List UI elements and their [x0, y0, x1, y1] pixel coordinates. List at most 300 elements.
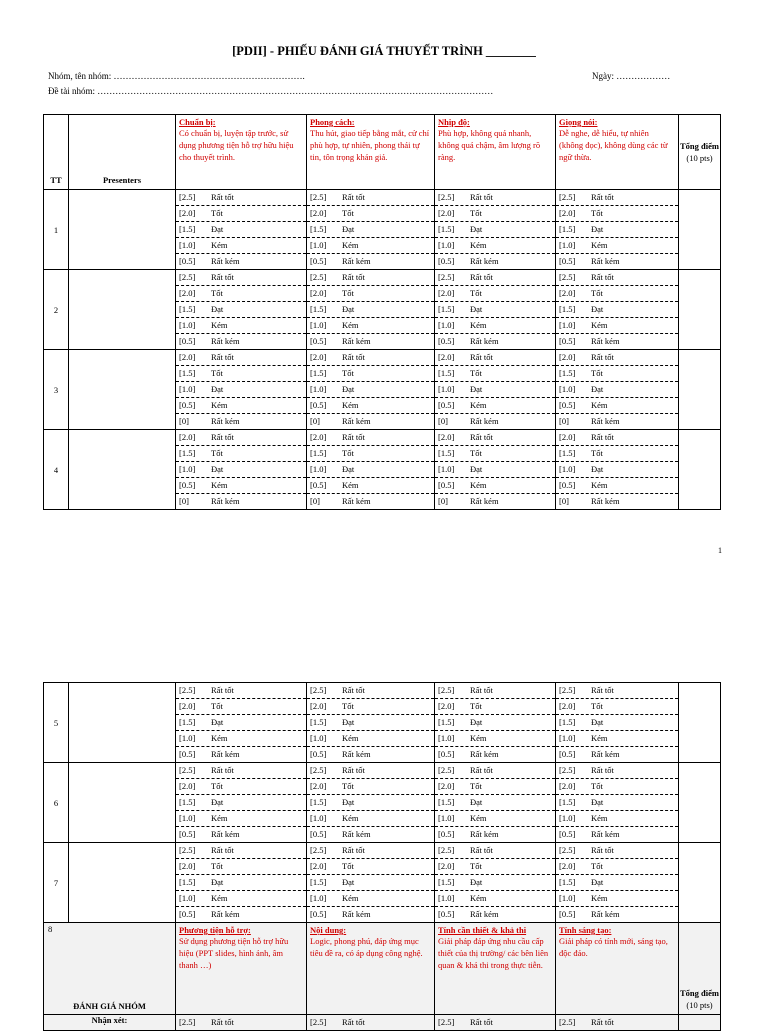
- score-option[interactable]: [435, 254, 555, 269]
- score-option[interactable]: [556, 907, 678, 922]
- score-value: [0.5]: [438, 336, 455, 346]
- score-option[interactable]: [307, 763, 434, 779]
- score-value: [0.5]: [310, 749, 327, 759]
- score-option[interactable]: [435, 891, 555, 907]
- score-option[interactable]: [307, 414, 434, 429]
- score-option[interactable]: [307, 222, 434, 238]
- score-value: [1.0]: [179, 813, 196, 823]
- score-option[interactable]: [176, 731, 306, 747]
- topic-line[interactable]: Đề tài nhóm: ……………………………………………………………………………………………………………………: [48, 86, 494, 96]
- score-label: Rất kém: [591, 496, 620, 506]
- score-option[interactable]: [435, 190, 555, 206]
- score-value: [2.5]: [179, 685, 196, 695]
- score-label: Đạt: [591, 224, 604, 234]
- score-value: [1.0]: [179, 464, 196, 474]
- score-option[interactable]: [556, 779, 678, 795]
- score-option[interactable]: [307, 891, 434, 907]
- score-label: Đạt: [211, 224, 224, 234]
- score-option[interactable]: [176, 334, 306, 349]
- presenter-name-cell[interactable]: [69, 843, 176, 923]
- score-option[interactable]: [556, 270, 678, 286]
- score-option[interactable]: [176, 350, 306, 366]
- form-title: [PDII] - PHIẾU ĐÁNH GIÁ THUYẾT TRÌNH ________: [232, 44, 536, 58]
- score-value: [2.0]: [438, 432, 455, 442]
- score-value: [2.0]: [438, 861, 455, 871]
- score-option[interactable]: [307, 462, 434, 478]
- score-option[interactable]: [435, 222, 555, 238]
- presenter-number: 2: [44, 270, 69, 350]
- score-label: Rất tốt: [470, 765, 493, 775]
- score-options-cell: [307, 763, 435, 843]
- score-option[interactable]: [176, 747, 306, 762]
- score-option[interactable]: [176, 827, 306, 842]
- score-label: Rất kém: [470, 749, 499, 759]
- score-option[interactable]: [307, 286, 434, 302]
- group-total-cell[interactable]: [679, 1015, 721, 1031]
- score-option[interactable]: [556, 286, 678, 302]
- score-value: [1.0]: [559, 733, 576, 743]
- score-option[interactable]: [307, 302, 434, 318]
- group-total-header: [679, 923, 721, 1015]
- score-option[interactable]: [435, 366, 555, 382]
- score-value: [2.0]: [438, 352, 455, 362]
- score-option[interactable]: [556, 382, 678, 398]
- score-label: Tốt: [470, 368, 482, 378]
- score-option[interactable]: [307, 843, 434, 859]
- total-score-cell[interactable]: [679, 430, 721, 510]
- score-label: Rất tốt: [470, 685, 493, 695]
- score-label: Đạt: [342, 464, 355, 474]
- presenter-number: 1: [44, 190, 69, 270]
- score-option[interactable]: [176, 891, 306, 907]
- score-option[interactable]: [176, 478, 306, 494]
- score-option[interactable]: [176, 302, 306, 318]
- total-score-cell[interactable]: [679, 683, 721, 763]
- score-option[interactable]: [307, 254, 434, 269]
- score-option[interactable]: [435, 763, 555, 779]
- score-label: Kém: [591, 480, 608, 490]
- score-option[interactable]: [435, 1015, 555, 1030]
- group-comment-row: [44, 1015, 721, 1031]
- score-value: [1.5]: [179, 877, 196, 887]
- score-option[interactable]: [176, 795, 306, 811]
- criterion-desc: Giải pháp có tính mới, sáng tạo, độc đáo.: [559, 936, 668, 958]
- score-option[interactable]: [556, 478, 678, 494]
- group-option-cell[interactable]: [176, 1015, 307, 1031]
- score-value: [0.5]: [179, 480, 196, 490]
- score-value: [2.5]: [438, 192, 455, 202]
- score-option[interactable]: [307, 494, 434, 509]
- score-option[interactable]: [176, 206, 306, 222]
- score-option[interactable]: [435, 238, 555, 254]
- score-value: [1.5]: [438, 368, 455, 378]
- score-label: Rất tốt: [470, 192, 493, 202]
- score-option[interactable]: [307, 478, 434, 494]
- score-label: Đạt: [342, 304, 355, 314]
- score-option[interactable]: [307, 446, 434, 462]
- score-label: Rất kém: [211, 256, 240, 266]
- score-options-cell: [435, 763, 556, 843]
- score-option[interactable]: [176, 446, 306, 462]
- score-value: [1.0]: [438, 464, 455, 474]
- score-option[interactable]: [176, 238, 306, 254]
- score-option[interactable]: [176, 254, 306, 269]
- score-option[interactable]: [176, 907, 306, 922]
- score-option[interactable]: [307, 190, 434, 206]
- score-option[interactable]: [556, 699, 678, 715]
- score-label: Đạt: [591, 384, 604, 394]
- score-label: Rất tốt: [342, 845, 365, 855]
- score-value: [0.5]: [310, 909, 327, 919]
- score-option[interactable]: [435, 382, 555, 398]
- criterion-title: Phong cách:: [310, 117, 355, 127]
- score-option[interactable]: [176, 382, 306, 398]
- presenter-name-cell[interactable]: [69, 270, 176, 350]
- score-label: Tốt: [591, 781, 603, 791]
- total-label: Tổng điểm: [680, 141, 719, 151]
- score-option[interactable]: [307, 350, 434, 366]
- group-criterion-support: [176, 923, 307, 1015]
- score-option[interactable]: [556, 843, 678, 859]
- score-option[interactable]: [435, 795, 555, 811]
- score-label: Rất tốt: [591, 685, 614, 695]
- group-option-cell[interactable]: [556, 1015, 679, 1031]
- score-value: [0]: [559, 416, 569, 426]
- score-label: Đạt: [470, 717, 483, 727]
- score-option[interactable]: [435, 206, 555, 222]
- presenters-header: Presenters: [69, 115, 176, 190]
- score-option[interactable]: [307, 875, 434, 891]
- score-option[interactable]: [556, 875, 678, 891]
- score-option[interactable]: [307, 795, 434, 811]
- score-option[interactable]: [176, 398, 306, 414]
- score-option[interactable]: [556, 747, 678, 762]
- score-label: Rất kém: [211, 909, 240, 919]
- score-option[interactable]: [556, 763, 678, 779]
- score-label: Tốt: [342, 701, 354, 711]
- score-value: [1.0]: [559, 240, 576, 250]
- score-option[interactable]: [435, 462, 555, 478]
- score-options-cell: [176, 350, 307, 430]
- score-option[interactable]: [307, 366, 434, 382]
- score-option[interactable]: [176, 779, 306, 795]
- score-option[interactable]: [556, 302, 678, 318]
- score-option[interactable]: [307, 827, 434, 842]
- score-value: [2.0]: [179, 208, 196, 218]
- score-options-cell: [556, 683, 679, 763]
- group-option-cell[interactable]: [307, 1015, 435, 1031]
- group-option-cell[interactable]: [435, 1015, 556, 1031]
- score-value: [2.5]: [179, 192, 196, 202]
- score-label: Kém: [591, 400, 608, 410]
- score-option[interactable]: [435, 286, 555, 302]
- score-option[interactable]: [556, 811, 678, 827]
- presenter-row: [44, 270, 721, 350]
- presenter-number: 5: [44, 683, 69, 763]
- score-option[interactable]: [176, 270, 306, 286]
- criterion-desc: Có chuẩn bị, luyện tập trước, sử dụng phương tiện hỗ trợ hữu hiệu cho thuyết trình.: [179, 128, 294, 162]
- score-option[interactable]: [435, 699, 555, 715]
- score-option[interactable]: [556, 1015, 678, 1030]
- presenter-name-cell[interactable]: [69, 190, 176, 270]
- score-option[interactable]: [556, 334, 678, 349]
- score-options-cell: [307, 683, 435, 763]
- score-option[interactable]: [435, 302, 555, 318]
- score-option[interactable]: [435, 843, 555, 859]
- total-score-cell[interactable]: [679, 843, 721, 923]
- score-option[interactable]: [307, 318, 434, 334]
- score-option[interactable]: [435, 318, 555, 334]
- criterion-title: Phương tiện hỗ trợ:: [179, 925, 251, 935]
- score-label: Kém: [342, 480, 359, 490]
- score-label: Rất kém: [211, 416, 240, 426]
- presenter-name-cell[interactable]: [69, 430, 176, 510]
- criterion-title: Giọng nói:: [559, 117, 598, 127]
- score-option[interactable]: [176, 222, 306, 238]
- score-option[interactable]: [176, 699, 306, 715]
- score-option[interactable]: [435, 779, 555, 795]
- score-label: Rất tốt: [470, 845, 493, 855]
- score-label: Rất kém: [342, 256, 371, 266]
- score-option[interactable]: [556, 891, 678, 907]
- score-label: Kém: [342, 400, 359, 410]
- score-option[interactable]: [435, 827, 555, 842]
- score-option[interactable]: [435, 398, 555, 414]
- score-option[interactable]: [556, 318, 678, 334]
- score-options-cell: [556, 430, 679, 510]
- score-label: Rất tốt: [342, 765, 365, 775]
- score-option[interactable]: [176, 318, 306, 334]
- score-value: [2.0]: [310, 432, 327, 442]
- score-option[interactable]: [176, 462, 306, 478]
- score-label: Tốt: [342, 208, 354, 218]
- score-option[interactable]: [307, 398, 434, 414]
- score-option[interactable]: [176, 811, 306, 827]
- score-value: [1.5]: [310, 877, 327, 887]
- score-label: Kém: [211, 813, 228, 823]
- score-option[interactable]: [556, 683, 678, 699]
- score-value: [1.5]: [438, 304, 455, 314]
- score-value: [1.0]: [438, 733, 455, 743]
- score-option[interactable]: [556, 414, 678, 429]
- score-value: [2.0]: [179, 352, 196, 362]
- score-label: Tốt: [211, 781, 223, 791]
- score-options-cell: [176, 843, 307, 923]
- score-option[interactable]: [307, 430, 434, 446]
- score-option[interactable]: [556, 190, 678, 206]
- score-value: [2.5]: [310, 192, 327, 202]
- score-option[interactable]: [435, 446, 555, 462]
- score-value: [0]: [310, 416, 320, 426]
- score-value: [0.5]: [559, 336, 576, 346]
- score-option[interactable]: [307, 779, 434, 795]
- score-value: [1.5]: [438, 717, 455, 727]
- score-value: [1.0]: [438, 240, 455, 250]
- score-value: [2.0]: [179, 701, 196, 711]
- score-option[interactable]: [556, 446, 678, 462]
- score-value: [1.5]: [559, 877, 576, 887]
- total-score-cell[interactable]: [679, 190, 721, 270]
- score-option[interactable]: [176, 286, 306, 302]
- score-label: Đạt: [470, 224, 483, 234]
- score-option[interactable]: [176, 1015, 306, 1030]
- score-option[interactable]: [556, 206, 678, 222]
- score-option[interactable]: [435, 715, 555, 731]
- score-value: [0.5]: [438, 480, 455, 490]
- score-option[interactable]: [556, 366, 678, 382]
- score-value: [2.5]: [438, 1017, 455, 1027]
- score-option[interactable]: [556, 222, 678, 238]
- score-value: [1.5]: [310, 717, 327, 727]
- score-option[interactable]: [435, 414, 555, 429]
- score-value: [0.5]: [179, 909, 196, 919]
- score-option[interactable]: [556, 731, 678, 747]
- group-name-line[interactable]: Nhóm, tên nhóm: ……………………………………………………….: [48, 71, 305, 81]
- score-label: Đạt: [342, 224, 355, 234]
- score-option[interactable]: [176, 843, 306, 859]
- score-option[interactable]: [435, 747, 555, 762]
- score-option[interactable]: [307, 699, 434, 715]
- score-value: [2.5]: [438, 845, 455, 855]
- score-value: [0.5]: [310, 256, 327, 266]
- page-number: 1: [718, 546, 722, 555]
- presenter-name-cell[interactable]: [69, 683, 176, 763]
- score-option[interactable]: [307, 334, 434, 349]
- score-option[interactable]: [435, 430, 555, 446]
- date-line[interactable]: Ngày: ………………: [592, 71, 671, 81]
- score-label: Đạt: [470, 384, 483, 394]
- score-options-cell: [556, 763, 679, 843]
- score-option[interactable]: [556, 715, 678, 731]
- score-value: [0.5]: [179, 829, 196, 839]
- score-label: Tốt: [342, 448, 354, 458]
- score-value: [2.0]: [310, 352, 327, 362]
- total-score-cell[interactable]: [679, 763, 721, 843]
- score-option[interactable]: [307, 731, 434, 747]
- score-option[interactable]: [176, 414, 306, 429]
- score-option[interactable]: [556, 462, 678, 478]
- presenter-number: 6: [44, 763, 69, 843]
- score-value: [0.5]: [438, 829, 455, 839]
- score-option[interactable]: [556, 795, 678, 811]
- score-option[interactable]: [307, 270, 434, 286]
- score-value: [0.5]: [559, 749, 576, 759]
- score-option[interactable]: [176, 190, 306, 206]
- score-label: Đạt: [211, 877, 224, 887]
- score-label: Đạt: [342, 797, 355, 807]
- score-option[interactable]: [435, 683, 555, 699]
- score-option[interactable]: [435, 334, 555, 349]
- score-label: Rất kém: [211, 749, 240, 759]
- score-option[interactable]: [435, 811, 555, 827]
- score-label: Kém: [591, 240, 608, 250]
- score-option[interactable]: [435, 478, 555, 494]
- score-options-cell: [176, 270, 307, 350]
- score-value: [0.5]: [559, 909, 576, 919]
- score-option[interactable]: [307, 206, 434, 222]
- score-option[interactable]: [307, 683, 434, 699]
- score-option[interactable]: [176, 875, 306, 891]
- score-option[interactable]: [307, 811, 434, 827]
- score-option[interactable]: [435, 875, 555, 891]
- score-value: [2.5]: [559, 685, 576, 695]
- score-label: Rất kém: [470, 416, 499, 426]
- score-label: Tốt: [591, 861, 603, 871]
- score-options-cell: [307, 430, 435, 510]
- score-option[interactable]: [556, 398, 678, 414]
- score-label: Tốt: [470, 781, 482, 791]
- presenter-name-cell[interactable]: [69, 763, 176, 843]
- score-label: Kém: [211, 893, 228, 903]
- score-option[interactable]: [176, 366, 306, 382]
- score-value: [1.5]: [310, 368, 327, 378]
- score-label: Tốt: [211, 448, 223, 458]
- score-label: Rất tốt: [211, 1017, 234, 1027]
- score-option[interactable]: [307, 238, 434, 254]
- score-option[interactable]: [556, 350, 678, 366]
- score-option[interactable]: [307, 1015, 434, 1030]
- score-option[interactable]: [435, 494, 555, 509]
- score-option[interactable]: [556, 859, 678, 875]
- score-value: [1.5]: [559, 368, 576, 378]
- criterion-title: Chuẩn bị:: [179, 117, 216, 127]
- score-option[interactable]: [176, 683, 306, 699]
- score-option[interactable]: [176, 763, 306, 779]
- score-option[interactable]: [176, 430, 306, 446]
- score-option[interactable]: [435, 859, 555, 875]
- score-option[interactable]: [435, 907, 555, 922]
- score-option[interactable]: [307, 382, 434, 398]
- score-option[interactable]: [556, 827, 678, 842]
- score-value: [2.5]: [310, 765, 327, 775]
- score-label: Rất kém: [470, 336, 499, 346]
- score-value: [0.5]: [438, 256, 455, 266]
- criterion-title: Tính sáng tạo:: [559, 925, 612, 935]
- score-label: Rất tốt: [470, 432, 493, 442]
- score-value: [0.5]: [179, 400, 196, 410]
- presenter-name-cell[interactable]: [69, 350, 176, 430]
- score-value: [2.5]: [179, 272, 196, 282]
- score-option[interactable]: [176, 859, 306, 875]
- score-option[interactable]: [556, 254, 678, 269]
- score-option[interactable]: [435, 350, 555, 366]
- total-score-cell[interactable]: [679, 350, 721, 430]
- score-option[interactable]: [435, 731, 555, 747]
- criterion-desc: Dễ nghe, dễ hiểu, tự nhiên (không đọc), không dùng các từ ngữ thừa.: [559, 128, 668, 162]
- score-option[interactable]: [307, 907, 434, 922]
- score-value: [1.5]: [559, 717, 576, 727]
- score-value: [1.0]: [179, 320, 196, 330]
- score-options-cell: [435, 843, 556, 923]
- group-eval-header-row: [44, 923, 721, 1015]
- score-label: Đạt: [211, 384, 224, 394]
- score-option[interactable]: [435, 270, 555, 286]
- total-score-cell[interactable]: [679, 270, 721, 350]
- score-option[interactable]: [307, 715, 434, 731]
- criterion-header-preparation: [176, 115, 307, 190]
- score-options-cell: [556, 843, 679, 923]
- score-option[interactable]: [556, 494, 678, 509]
- criterion-header-voice: [556, 115, 679, 190]
- score-option[interactable]: [307, 859, 434, 875]
- score-option[interactable]: [307, 747, 434, 762]
- score-option[interactable]: [176, 715, 306, 731]
- score-option[interactable]: [176, 494, 306, 509]
- score-label: Tốt: [591, 448, 603, 458]
- total-header: [679, 115, 721, 190]
- score-option[interactable]: [556, 430, 678, 446]
- score-option[interactable]: [556, 238, 678, 254]
